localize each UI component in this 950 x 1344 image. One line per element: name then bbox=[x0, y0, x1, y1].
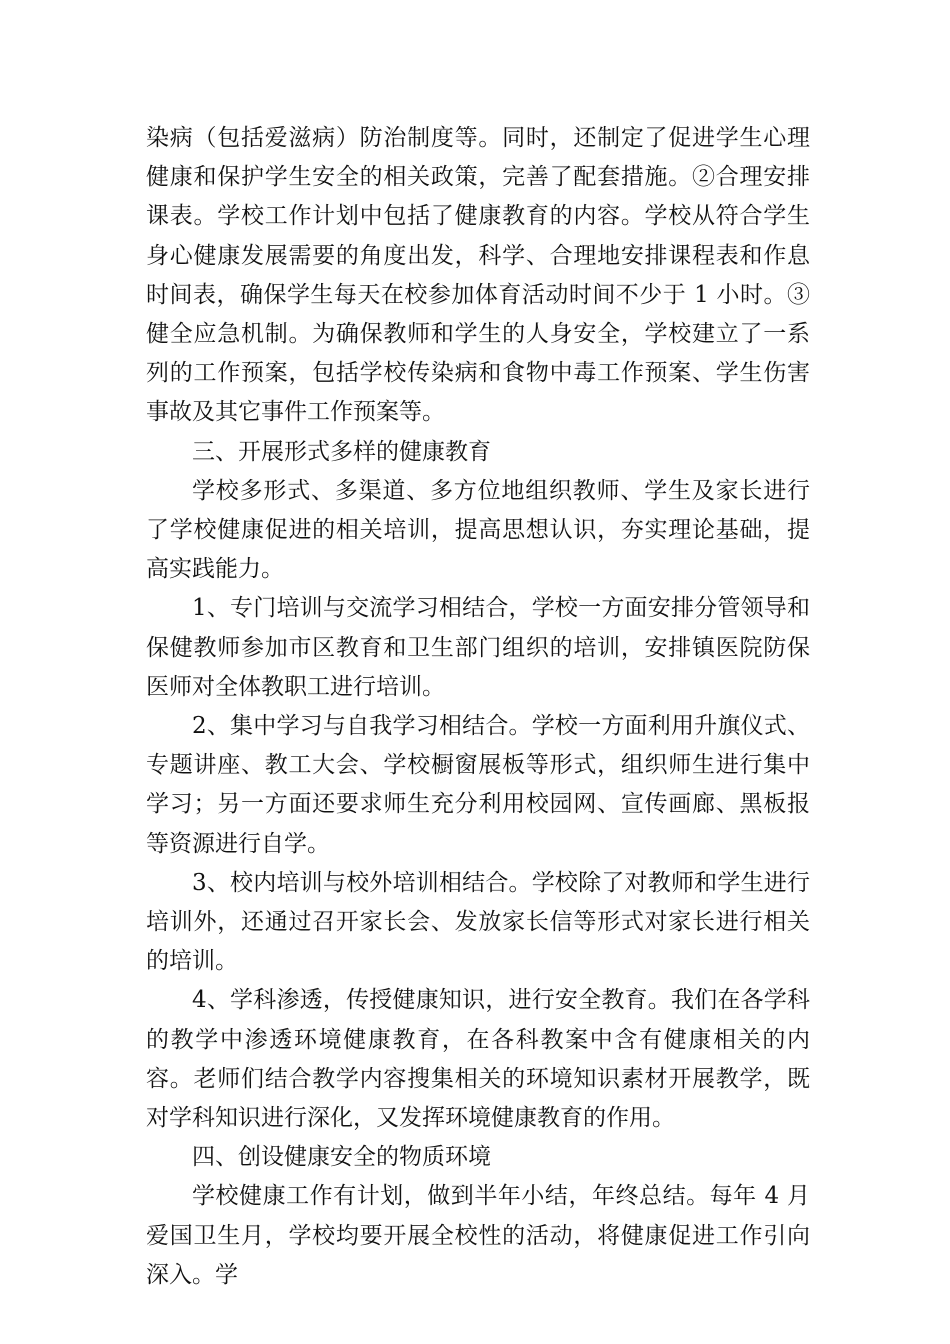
paragraph-section-4-intro: 学校健康工作有计划，做到半年小结，年终总结。每年 4 月爱国卫生月，学校均要开展全校性的活动，将健康促进工作引向深入。学 bbox=[146, 1183, 810, 1288]
paragraph-item-2: 2、集中学习与自我学习相结合。学校一方面利用升旗仪式、专题讲座、教工大会、学校橱窗展板等形式，组织师生进行集中学习；另一方面还要求师生充分利用校园网、宣传画廊、黑板报等资源进行自学。 bbox=[146, 713, 810, 857]
paragraph-item-3: 3、校内培训与校外培训相结合。学校除了对教师和学生进行培训外，还通过召开家长会、发放家长信等形式对家长进行相关的培训。 bbox=[146, 869, 810, 975]
section-heading-3: 三、开展形式多样的健康教育 bbox=[192, 438, 491, 465]
paragraph-continued: 染病（包括爱滋病）防治制度等。同时，还制定了促进学生心理健康和保护学生安全的相关政策，完善了配套措施。②合理安排课表。学校工作计划中包括了健康教育的内容。学校从符合学生身心健康发展需要的角度出发，科学、合理地安排课程表和作息时间表，确保学生每天在校参加体育活动时间不少于 1 小时。③健全应急机制。为确保教师和学生的人身安全，学校建立了一系列的工作预案，包括学校传染病和食物中毒工作预案、学生伤害事故及其它事件工作预案等。 bbox=[146, 125, 810, 426]
paragraph-item-1: 1、专门培训与交流学习相结合，学校一方面安排分管领导和保健教师参加市区教育和卫生部门组织的培训，安排镇医院防保医师对全体教职工进行培训。 bbox=[146, 595, 810, 700]
section-heading-4: 四、创设健康安全的物质环境 bbox=[192, 1144, 491, 1171]
document-page bbox=[146, 119, 810, 1295]
paragraph-section-3-intro: 学校多形式、多渠道、多方位地组织教师、学生及家长进行了学校健康促进的相关培训，提高思想认识，夯实理论基础，提高实践能力。 bbox=[146, 477, 810, 583]
paragraph-item-4: 4、学科渗透，传授健康知识，进行安全教育。我们在各学科的教学中渗透环境健康教育，在各科教案中含有健康相关的内容。老师们结合教学内容搜集相关的环境知识素材开展教学，既对学科知识进行深化，又发挥环境健康教育的作用。 bbox=[146, 987, 810, 1132]
